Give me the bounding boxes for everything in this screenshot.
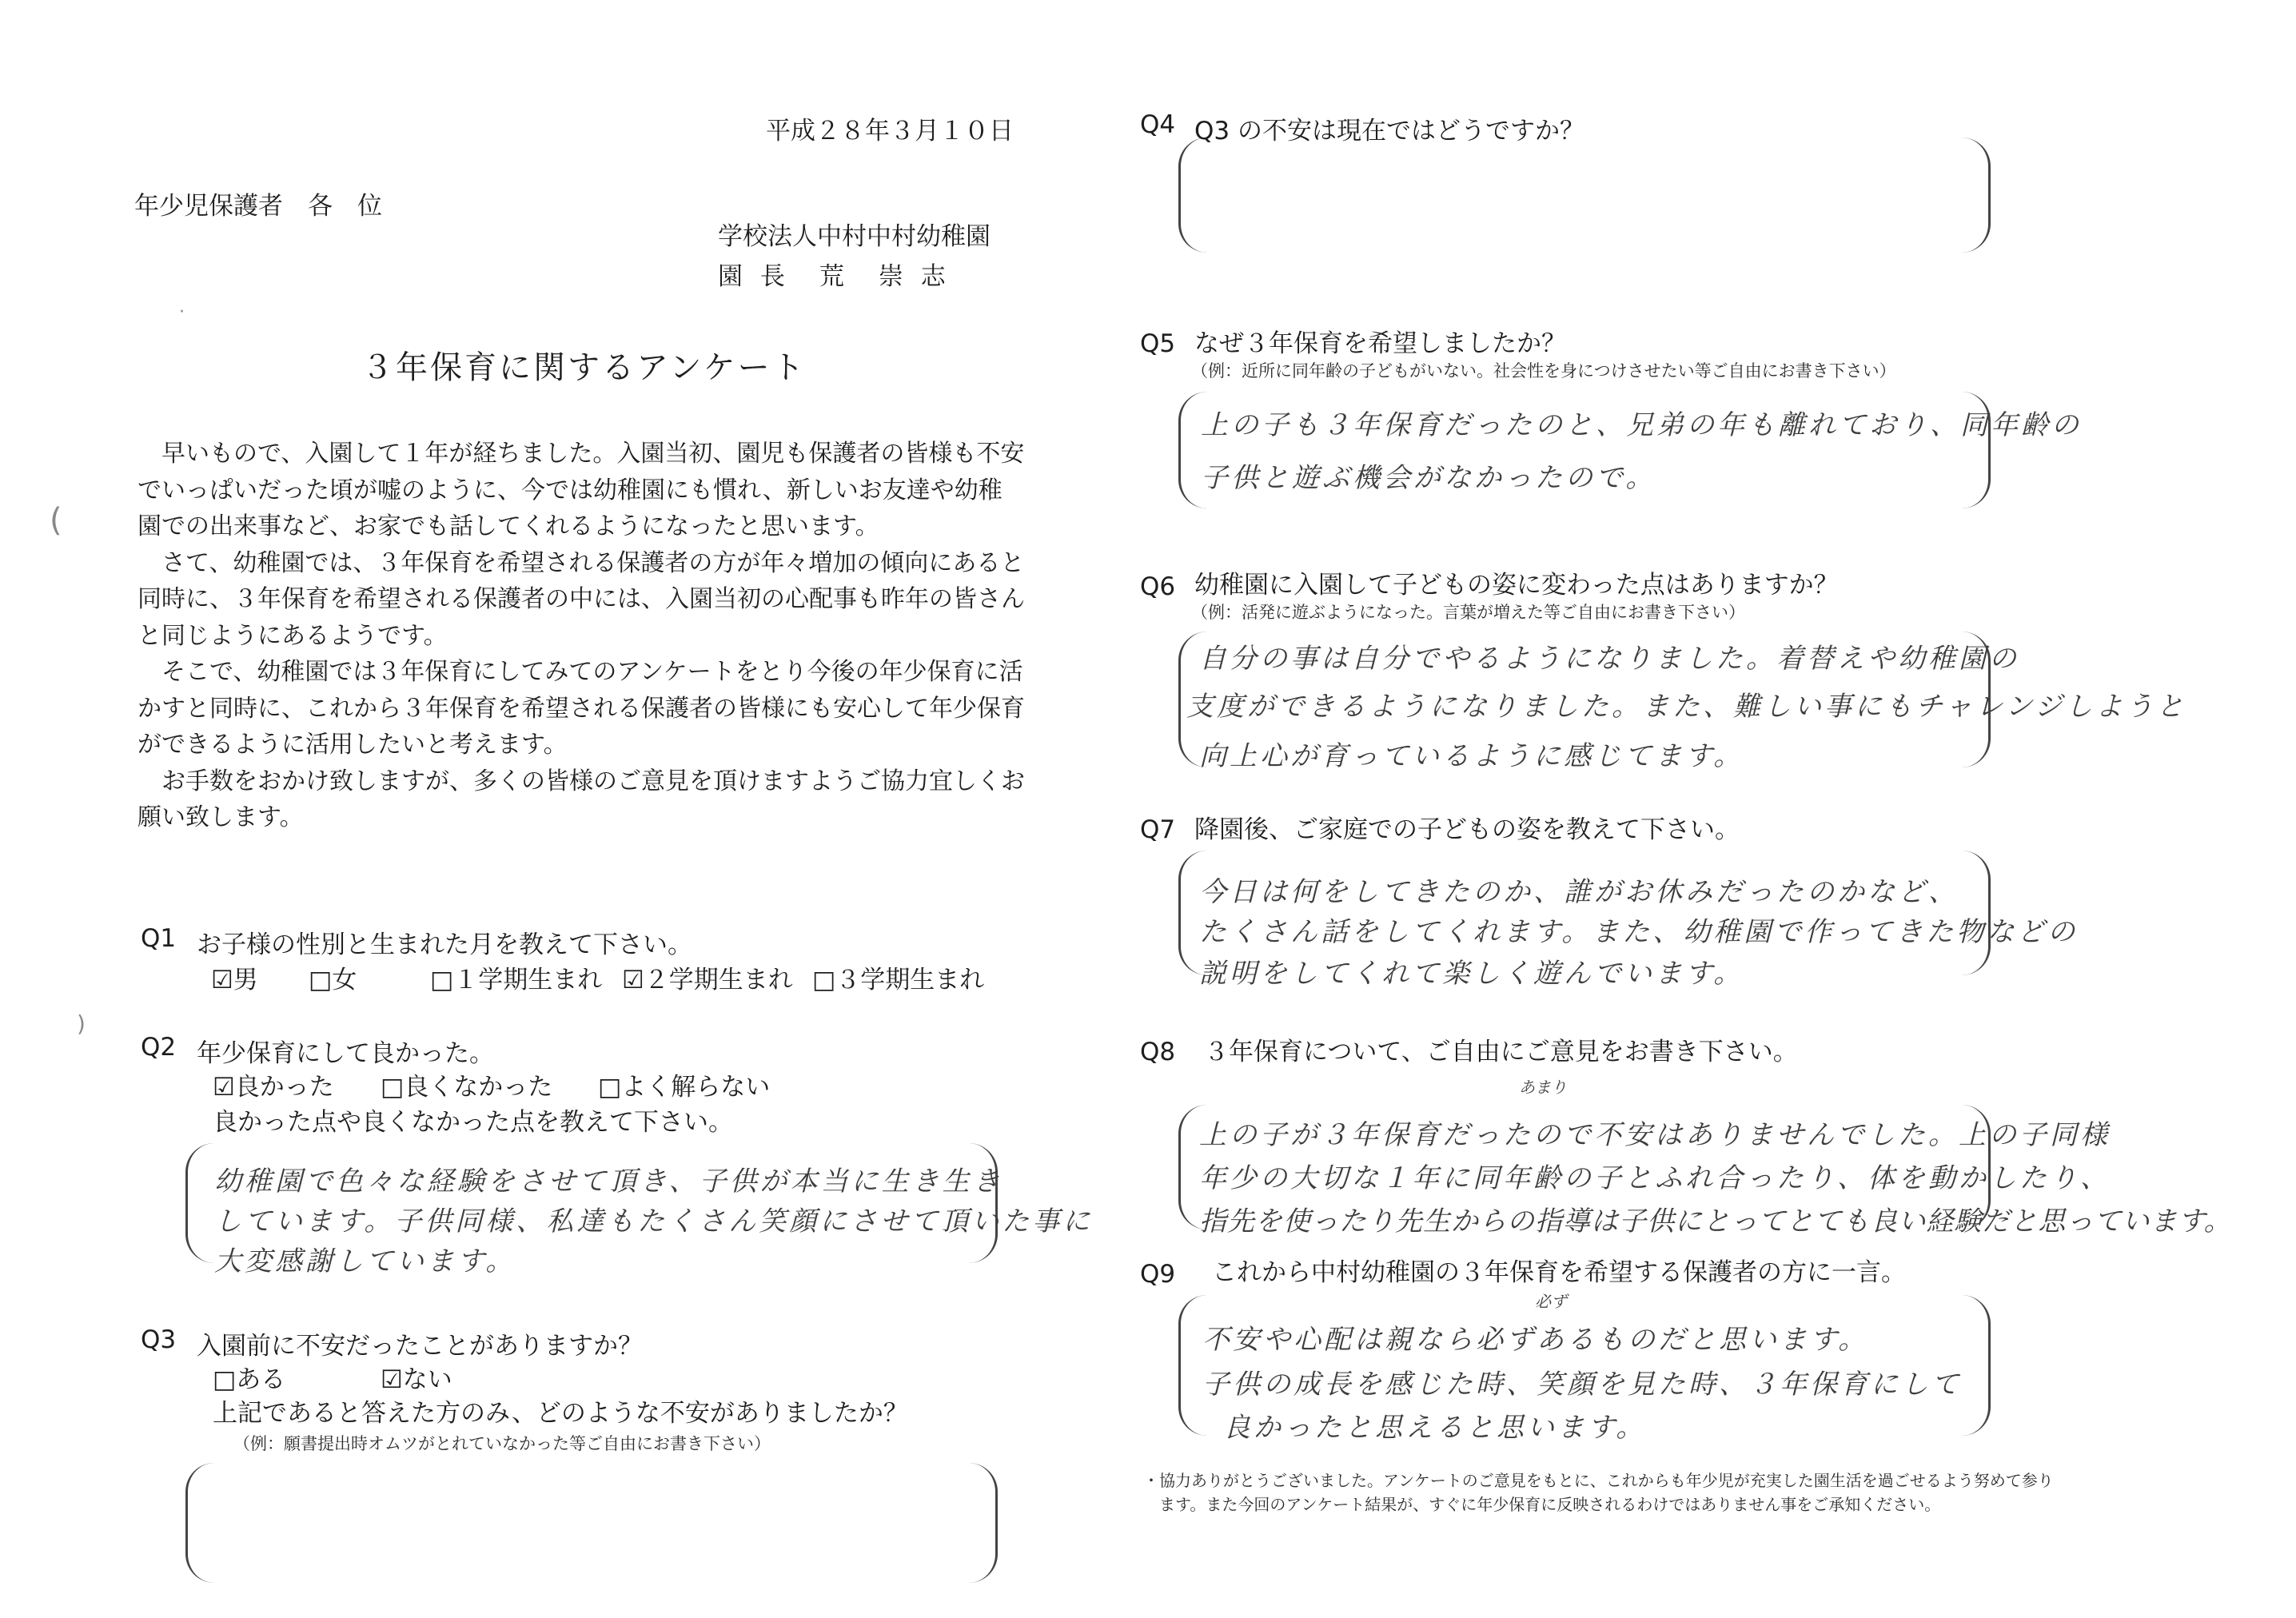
q2-option-unsure[interactable]: □よく解らない — [598, 1073, 771, 1102]
addressee: 年少児保護者 各 位 — [134, 192, 382, 221]
scan-mark-paren-1: ( — [50, 502, 62, 539]
q7-question: 降園後、ご家庭での子どもの姿を教えて下さい。 — [1194, 815, 1740, 844]
q2-subquestion: 良かった点や良くなかった点を教えて下さい。 — [213, 1108, 733, 1137]
q2-question: 年少保育にして良かった。 — [197, 1039, 494, 1068]
intro-paragraph-4: お手数をおかけ致しますが、多くの皆様のご意見を頂けますようご協力宜しくお願い致します。 — [138, 767, 1025, 831]
q1-option-term1[interactable]: □１学期生まれ — [430, 966, 603, 994]
q7-number: Q7 — [1140, 815, 1176, 844]
q1-option-female[interactable]: □女 — [309, 966, 357, 994]
q9-answer-line-3: 良かったと思えると思います。 — [1223, 1412, 1647, 1444]
q8-answer-line-3: 指先を使ったり先生からの指導は子供にとってとても良い経験だと思っています。 — [1199, 1206, 2232, 1237]
q4-number: Q4 — [1140, 110, 1176, 139]
intro-paragraph-2: さて、幼稚園では、３年保育を希望される保護者の方が年々増加の傾向にあると同時に、３年保育を希望される保護者の中には、入園当初の心配事も昨年の皆さんと同じようにあるようです。 — [138, 548, 1025, 650]
q9-answer-line-2: 子供の成長を感じた時、笑顔を見た時、３年保育にして — [1202, 1369, 1962, 1401]
q8-answer-line-2: 年少の大切な１年に同年齢の子とふれ合ったり、体を動かしたり、 — [1199, 1162, 2111, 1194]
q3-option-no[interactable]: ☑ない — [381, 1365, 452, 1394]
q2-option-not-good[interactable]: □良くなかった — [381, 1073, 553, 1102]
scan-mark-dot: · — [179, 302, 185, 322]
q5-example: （例：近所に同年齢の子どもがいない。社会性を身につけさせたい等ご自由にお書き下さい） — [1191, 361, 1896, 381]
q8-answer-line-1: 上の子が３年保育だったので不安はありませんでした。上の子同様 — [1199, 1119, 2111, 1151]
q3-example: （例：願書提出時オムツがとれていなかった等ご自由にお書き下さい） — [233, 1434, 771, 1453]
q8-number: Q8 — [1140, 1038, 1176, 1066]
scan-mark-paren-2: ) — [77, 1010, 86, 1037]
q4-answer-box[interactable] — [1178, 137, 1991, 253]
principal: 園 長 荒 崇 志 — [718, 262, 951, 291]
q7-answer-line-2: たくさん話をしてくれます。また、幼稚園で作ってきた物などの — [1199, 916, 2079, 948]
q1-option-term2[interactable]: ☑２学期生まれ — [622, 966, 793, 994]
intro-paragraph-1: 早いもので、入園して１年が経ちました。入園当初、園児も保護者の皆様も不安でいっぱいだった頃が嘘のように、今では幼稚園にも慣れ、新しいお友達や幼稚園での出来事など、お家でも話してくれるようになったと思います。 — [138, 440, 1025, 540]
q9-answer-note: 必ず — [1535, 1292, 1567, 1311]
organization: 学校法人中村中村幼稚園 — [718, 222, 991, 251]
q6-example: （例：活発に遊ぶようになった。言葉が増えた等ご自由にお書き下さい） — [1191, 603, 1745, 622]
q9-number: Q9 — [1140, 1260, 1176, 1289]
q3-number: Q3 — [141, 1325, 177, 1354]
q6-number: Q6 — [1140, 572, 1176, 601]
intro-paragraph-3: そこで、幼稚園では３年保育にしてみてのアンケートをとり今後の年少保育に活かすと同時に、これから３年保育を希望される保護者の皆様にも安心して年少保育ができるように活用したいと考えます。 — [138, 658, 1025, 759]
q8-question: ３年保育について、ご自由にご意見をお書き下さい。 — [1204, 1038, 1798, 1066]
q2-answer-line-2: しています。子供同様、私達もたくさん笑顔にさせて頂いた事に — [214, 1206, 1094, 1237]
q9-answer-line-1: 不安や心配は親なら必ずあるものだと思います。 — [1202, 1324, 1869, 1356]
survey-title: ３年保育に関するアンケート — [361, 349, 807, 386]
q5-answer-line-2: 子供と遊ぶ機会がなかったので。 — [1201, 462, 1656, 494]
q1-option-male[interactable]: ☑男 — [211, 966, 258, 994]
q7-answer-line-3: 説明をしてくれて楽しく遊んでいます。 — [1199, 958, 1744, 990]
q2-option-good[interactable]: ☑良かった — [213, 1073, 334, 1102]
q3-subquestion: 上記であると答えた方のみ、どのような不安がありましたか？ — [213, 1399, 908, 1428]
q3-answer-box[interactable] — [185, 1463, 998, 1583]
q8-answer-note: あまり — [1519, 1078, 1567, 1097]
q5-number: Q5 — [1140, 329, 1176, 358]
q3-option-yes[interactable]: □ある — [213, 1365, 286, 1394]
q1-number: Q1 — [141, 924, 177, 953]
q9-question: これから中村幼稚園の３年保育を希望する保護者の方に一言。 — [1212, 1258, 1906, 1287]
date: 平成２８年３月１０日 — [766, 117, 1014, 145]
q6-answer-line-3: 向上心が育っているように感じてます。 — [1199, 740, 1744, 772]
q4-question: Q3 の不安は現在ではどうですか？ — [1194, 117, 1584, 145]
q5-answer-line-1: 上の子も３年保育だったのと、兄弟の年も離れており、同年齢の — [1201, 409, 2082, 441]
q5-question: なぜ３年保育を希望しましたか？ — [1194, 329, 1566, 358]
q1-option-term3[interactable]: □３学期生まれ — [812, 966, 985, 994]
footer-line-1: ・協力ありがとうございました。アンケートのご意見をもとに、これからも年少児が充実した園生活を過ごせるよう努めて参り — [1143, 1471, 2054, 1490]
q2-number: Q2 — [141, 1033, 177, 1062]
q6-answer-line-1: 自分の事は自分でやるようになりました。着替えや幼稚園の — [1199, 643, 2019, 675]
q6-answer-line-2: 支度ができるようになりました。また、難しい事にもチャレンジしようと — [1186, 691, 2187, 723]
q2-answer-line-1: 幼稚園で色々な経験をさせて頂き、子供が本当に生き生き — [214, 1166, 1003, 1198]
q7-answer-line-1: 今日は何をしてきたのか、誰がお休みだったのかなど、 — [1199, 876, 1959, 908]
q6-question: 幼稚園に入園して子どもの姿に変わった点はありますか？ — [1194, 571, 1839, 600]
q1-question: お子様の性別と生まれた月を教えて下さい。 — [197, 931, 692, 959]
q3-question: 入園前に不安だったことがありますか？ — [197, 1332, 643, 1361]
q2-answer-line-3: 大変感謝しています。 — [214, 1245, 516, 1277]
intro-text — [138, 436, 1025, 836]
footer-line-2: ます。また今回のアンケート結果が、すぐに年少保育に反映されるわけではありません事をご承知ください。 — [1159, 1495, 1941, 1514]
